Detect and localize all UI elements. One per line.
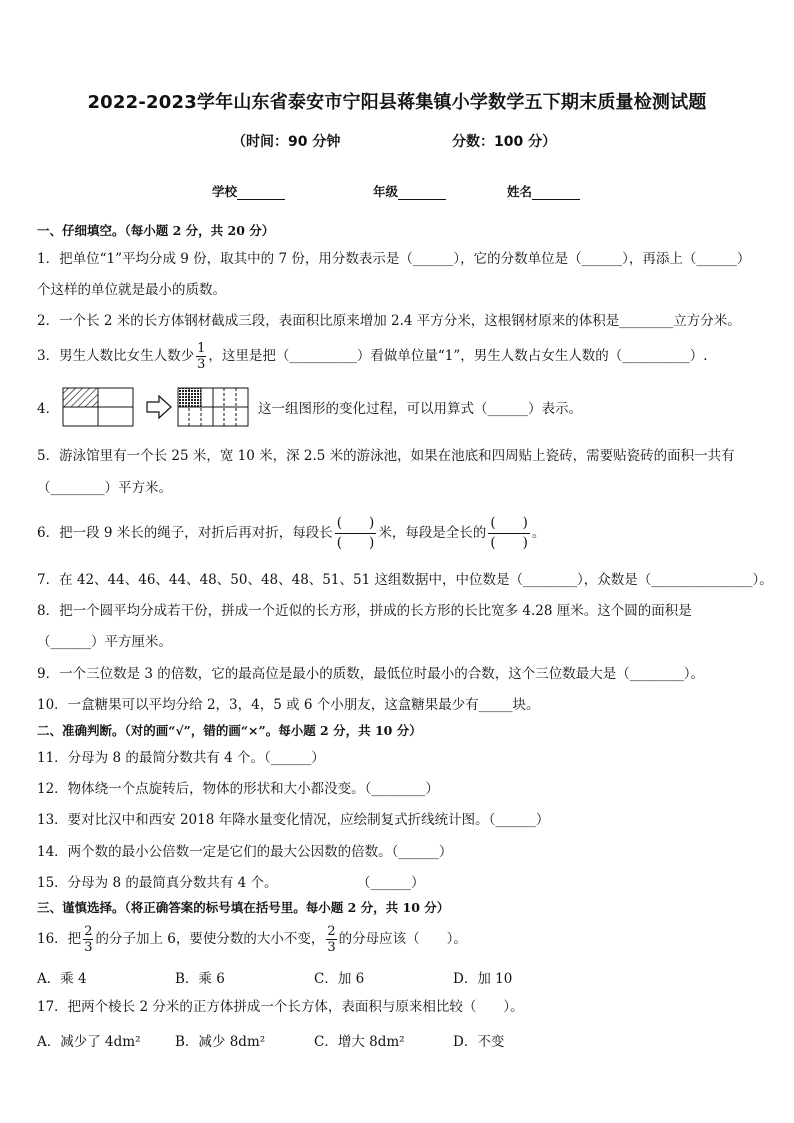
school-label: 学校 — [212, 184, 238, 199]
question-4-text: 这一组图形的变化过程，可以用算式（______）表示。 — [258, 401, 582, 417]
question-6-start: 6．把一段 9 米长的绳子，对折后再对折，每段长 — [37, 525, 333, 541]
question-5-line-1: 5．游泳馆里有一个长 25 米，宽 10 米，深 2.5 米的游泳池，如果在池底和四周贴上瓷砖，需要贴瓷砖的面积一共有 — [37, 448, 735, 464]
grade-field[interactable] — [373, 182, 446, 200]
question-7: 7．在 42、44、46、44、48、50、48、48、51、51 这组数据中，中位数是（________），众数是（_______________）。 — [37, 572, 773, 588]
exam-score: 分数：100 分） — [452, 134, 557, 150]
section-1-heading: 一、仔细填空。（每小题 2 分，共 20 分） — [37, 223, 275, 238]
question-11: 11．分母为 8 的最简分数共有 4 个。（______） — [37, 750, 325, 766]
section-2-heading: 二、准确判断。（对的画“√”，错的画“×”。每小题 2 分，共 10 分） — [37, 723, 422, 738]
question-16-end: 的分母应该（ ）。 — [338, 931, 467, 947]
question-15-blank[interactable]: （______） — [357, 875, 425, 891]
question-15: 15．分母为 8 的最简真分数共有 4 个。 — [37, 875, 278, 891]
question-10: 10．一盒糖果可以平均分给 2，3，4，5 或 6 个小朋友，这盒糖果最少有_____块。 — [37, 697, 540, 713]
question-3 — [37, 339, 708, 373]
section-3-heading: 三、谨慎选择。（将正确答案的标号填在括号里。每小题 2 分，共 10 分） — [37, 900, 450, 915]
fraction-one-third: $\frac{1}{3}$ — [197, 341, 206, 372]
q17-option-d[interactable]: D．不变 — [453, 1034, 505, 1050]
question-1-line-2: 个这样的单位就是最小的质数。 — [37, 282, 226, 298]
question-14: 14．两个数的最小公倍数一定是它们的最大公因数的倍数。（______） — [37, 844, 453, 860]
question-6-middle: 米，每段是全长的 — [378, 525, 487, 541]
rectangle-after — [178, 388, 248, 426]
question-4-number: 4． — [37, 401, 60, 417]
blank-fraction-length[interactable]: ( ) ( ) — [336, 515, 375, 551]
rectangle-before — [63, 388, 133, 426]
school-field[interactable] — [212, 182, 285, 200]
exam-time: （时间：90 分钟 — [232, 134, 341, 150]
question-1-line-1: 1．把单位“1”平均分成 9 份，取其中的 7 份，用分数表示是（______），它的分数单位是（______），再添上（______） — [37, 251, 751, 267]
fraction-two-thirds: $\frac{2}{3}$ — [84, 924, 93, 955]
school-blank[interactable] — [237, 186, 285, 200]
q16-option-b[interactable]: B．乘 6 — [175, 971, 225, 987]
q17-option-c[interactable]: C．增大 8dm² — [314, 1034, 405, 1050]
question-5-line-2: （________）平方米。 — [37, 480, 172, 496]
question-12: 12．物体绕一个点旋转后，物体的形状和大小都没变。（________） — [37, 781, 439, 797]
question-16-start: 16．把 — [37, 931, 82, 947]
grade-label: 年级 — [373, 184, 399, 199]
question-3-start: 3．男生人数比女生人数少 — [37, 348, 195, 364]
question-3-end: ，这里是把（__________）看做单位量“1”，男生人数占女生人数的（__________）. — [208, 348, 708, 364]
question-8-line-1: 8．把一个圆平均分成若干份，拼成一个近似的长方形，拼成的长方形的长比宽多 4.28 厘米。这个圆的面积是 — [37, 603, 692, 619]
grade-blank[interactable] — [398, 186, 446, 200]
fraction-two-thirds-repeat: $\frac{2}{3}$ — [327, 924, 336, 955]
name-label: 姓名 — [507, 184, 533, 199]
q16-option-c[interactable]: C．加 6 — [314, 971, 365, 987]
question-4-figure — [62, 387, 262, 429]
q17-option-b[interactable]: B．减少 8dm² — [175, 1034, 266, 1050]
question-2: 2．一个长 2 米的长方体钢材截成三段，表面积比原来增加 2.4 平方分米，这根钢材原来的体积是________立方分米。 — [37, 313, 741, 329]
arrow-icon — [147, 396, 171, 418]
page-title: 2022-2023学年山东省泰安市宁阳县蒋集镇小学数学五下期末质量检测试题 — [87, 92, 707, 113]
q17-option-a[interactable]: A．减少了 4dm² — [37, 1034, 141, 1050]
name-blank[interactable] — [532, 186, 580, 200]
question-13: 13．要对比汉中和西安 2018 年降水量变化情况，应绘制复式折线统计图。（______） — [37, 812, 550, 828]
question-16-middle: 的分子加上 6，要使分数的大小不变， — [95, 931, 325, 947]
q16-option-d[interactable]: D．加 10 — [453, 971, 513, 987]
question-16 — [37, 920, 467, 958]
question-6 — [37, 514, 545, 552]
name-field[interactable] — [507, 182, 580, 200]
blank-fraction-share[interactable]: ( ) ( ) — [490, 515, 528, 551]
question-8-line-2: （______）平方厘米。 — [37, 634, 172, 650]
q16-option-a[interactable]: A．乘 4 — [37, 971, 87, 987]
question-17: 17．把两个棱长 2 分米的正方体拼成一个长方体，表面积与原来相比较（ ）。 — [37, 999, 524, 1015]
question-9: 9．一个三位数是 3 的倍数，它的最高位是最小的质数，最低位时最小的合数，这个三位数最大是（________）。 — [37, 666, 705, 682]
question-6-end: 。 — [531, 525, 546, 541]
